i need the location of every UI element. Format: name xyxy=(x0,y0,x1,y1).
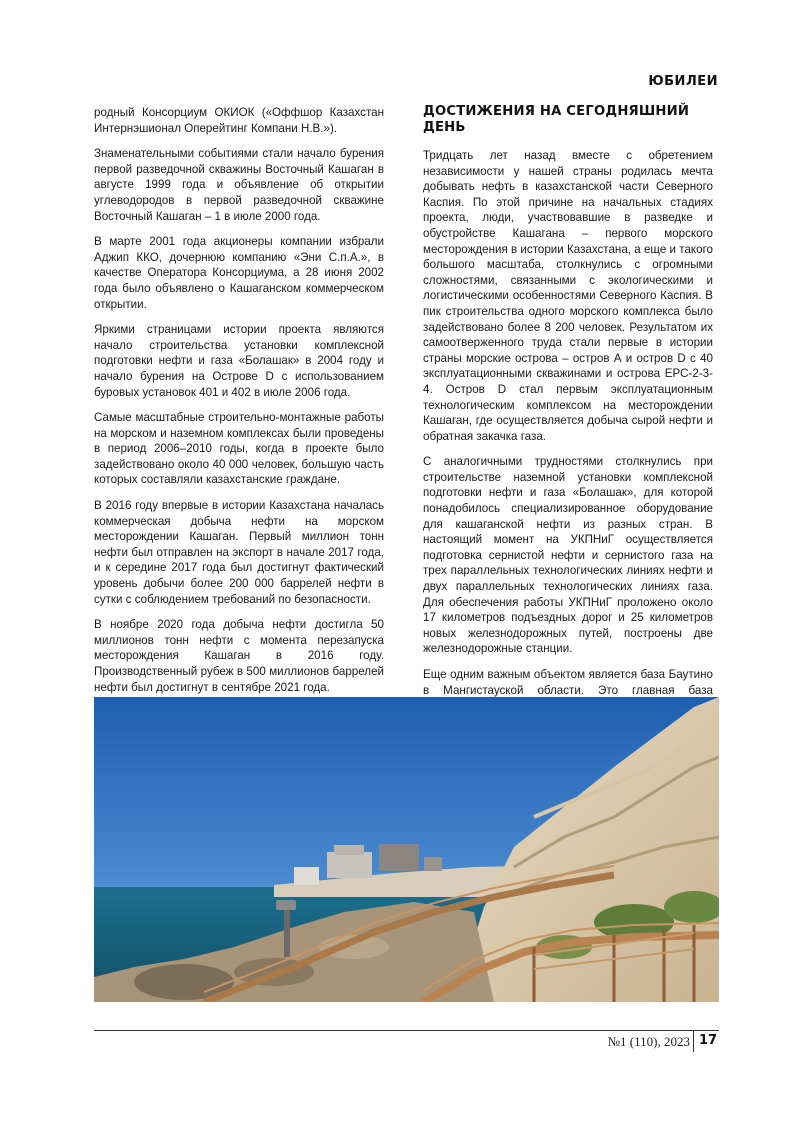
paragraph: С аналогичными трудностями столкнулись при строительстве наземной установки комплексной подготовки нефти и газа «Болашак», для которой понадобилось специализированное оборудование для кашаганской нефти из разных стран. В настоящий момент на УКПНиГ осуществляется подготовка сернистой нефти и сернистого газа на трех параллельных технологических линиях нефти и двух параллельных технологических линиях газа. Для обеспечения работы УКПНиГ проложено около 17 километров подъездных дорог и 25 километров новых железнодорожных путей, построены две железнодорожные станции. xyxy=(423,455,713,656)
paragraph: Знаменательными событиями стали начало бурения первой разведочной скважины Восточный Кашаган в августе 1999 года и объявление об открытии углеводородов в первой разведочной скважине Восточный Кашаган – 1 в июле 2000 года. xyxy=(94,147,384,223)
section-header: ЮБИЛЕИ xyxy=(648,74,718,89)
paragraph: Яркими страницами истории проекта являются начало строительства установки комплексной подготовки нефти и газа «Болашак» в 2004 году и начало бурения на Острове D с использованием буровых установок 401 и 402 в июле 2006 года. xyxy=(94,323,384,399)
page-number: 17 xyxy=(699,1033,718,1048)
coastal-cliffs-photo xyxy=(94,697,719,1002)
paragraph: родный Консорциум ОКИОК («Оффшор Казахстан Интернэшионал Оперейтинг Компани Н.В.»). xyxy=(94,106,384,135)
paragraph: В 2016 году впервые в истории Казахстана началась коммерческая добыча нефти на морском месторождении Кашаган. Первый миллион тонн нефти был отправлен на экспорт в начале 2017 года, и к середине 2017 года был достигнут фактический уровень добычи более 200 000 баррелей нефти в сутки с соблюдением требований по безопасности. xyxy=(94,499,384,606)
paragraph: В ноябре 2020 года добыча нефти достигла 50 миллионов тонн нефти с момента перезапуска месторождения Кашаган в 2016 году. Производственный рубеж в 500 миллионов баррелей нефти был достигнут в сентябре 2021 года. xyxy=(94,618,384,694)
paragraph: В марте 2001 года акционеры компании избрали Аджип ККО, дочернюю компанию «Эни С.п.А.», в качестве Оператора Консорциума, а 28 июня 2002 года было объявлено о Кашаганском коммерческом открытии. xyxy=(94,235,384,311)
paragraph: Самые масштабные строительно-монтажные работы на морском и наземном комплексах были проведены в период 2006–2010 годы, когда в проекте было задействовано около 40 000 человек, большую часть которых составляли казахстанские граждане. xyxy=(94,411,384,487)
section-heading: ДОСТИЖЕНИЯ НА СЕГОДНЯШНИЙ ДЕНЬ xyxy=(423,104,690,135)
paragraph: Еще одним важным объектом является база Баутино в Мангистауской области. Это главная база xyxy=(423,668,713,697)
left-text-column xyxy=(94,105,384,778)
footer-divider xyxy=(94,1030,719,1031)
footer-separator xyxy=(693,1030,694,1052)
paragraph: Тридцать лет назад вместе с обретением независимости у нашей страны родилась мечта добывать нефть в казахстанской части Северного Каспия. По этой причине на начальных стадиях проекта, люди, участвовавшие в разведке и обустройстве Кашагана – первого морского месторождения в истории Казахстана, а еще и такого большого масштаба, столкнулись с огромными сложностями, связанными с экологическими и логистическими особенностями Северного Каспия. В пик строительства одного морского комплекса было задействовано более 8 200 человек. Результатом их самоотверженного труда стали первые в истории страны морские острова – остров А и остров D с 40 эксплуатационными скважинами и острова ЕРС-2-3-4. Остров D стал первым эксплуатационным технологическим комплексом на месторождении Кашаган, где осуществляется добыча сырой нефти и обратная закачка газа. xyxy=(423,149,713,443)
issue-number: №1 (110), 2023 xyxy=(607,1034,690,1049)
